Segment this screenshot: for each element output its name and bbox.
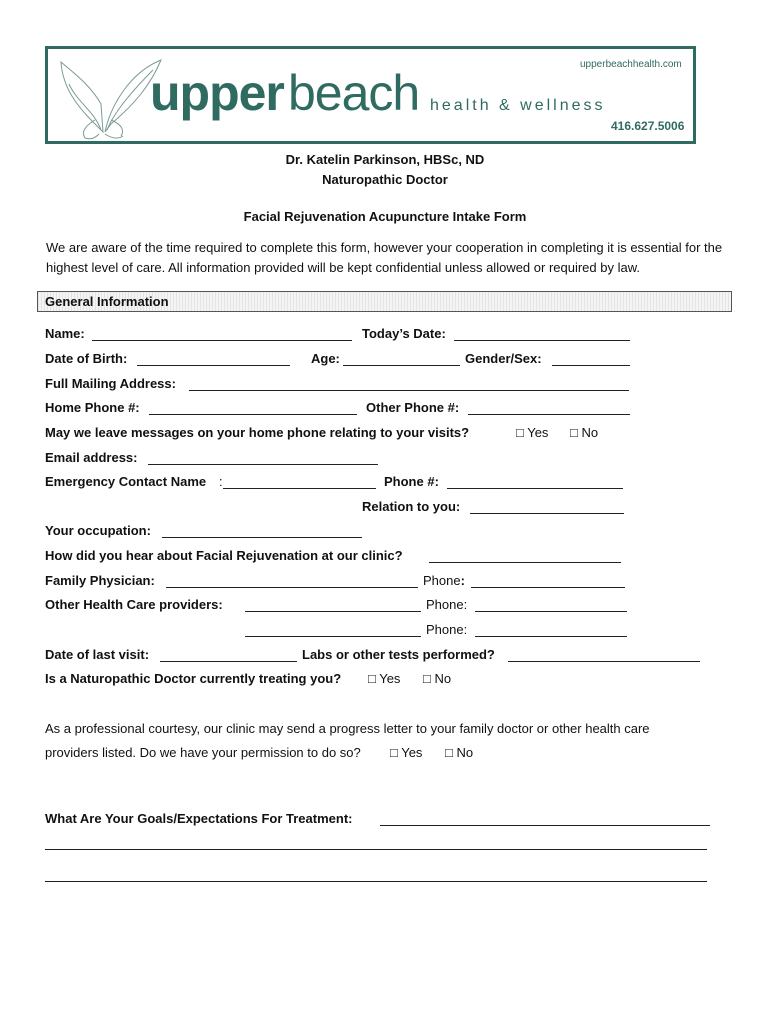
occupation-field[interactable] (162, 537, 362, 538)
occupation-label: Your occupation: (45, 523, 151, 538)
labs-label: Labs or other tests performed? (302, 647, 495, 662)
family-physician-field[interactable] (166, 587, 418, 588)
butterfly-logo-icon (55, 54, 165, 140)
leave-messages-label: May we leave messages on your home phone relating to your visits? (45, 425, 470, 440)
gender-field[interactable] (552, 365, 630, 366)
family-physician-phone-word: Phone (423, 573, 461, 588)
mailing-address-field[interactable] (189, 390, 629, 391)
other-provider-1-phone-field[interactable] (475, 611, 627, 612)
family-physician-label: Family Physician: (45, 573, 155, 588)
referral-source-field[interactable] (429, 562, 621, 563)
mailing-address-label: Full Mailing Address: (45, 376, 176, 391)
emergency-contact-colon: : (219, 474, 223, 489)
emergency-phone-label: Phone #: (384, 474, 439, 489)
home-phone-field[interactable] (149, 414, 357, 415)
other-phone-label: Other Phone #: (366, 400, 460, 415)
home-phone-label: Home Phone #: (45, 400, 140, 415)
leave-messages-yes-checkbox[interactable]: □ Yes (516, 425, 549, 440)
doctor-name: Dr. Katelin Parkinson, HBSc, ND (285, 152, 485, 167)
courtesy-no-checkbox[interactable]: □ No (445, 745, 474, 760)
last-visit-label: Date of last visit: (45, 647, 150, 662)
referral-source-label: How did you hear about Facial Rejuvenation at our clinic? (45, 548, 403, 563)
last-visit-field[interactable] (160, 661, 297, 662)
leave-messages-no-checkbox[interactable]: □ No (570, 425, 599, 440)
dob-label: Date of Birth: (45, 351, 128, 366)
family-physician-phone-label (423, 573, 465, 588)
relation-field[interactable] (470, 513, 624, 514)
goals-field-line-2[interactable] (45, 849, 707, 850)
other-phone-field[interactable] (468, 414, 630, 415)
other-provider-1-field[interactable] (245, 611, 421, 612)
goals-label: What Are Your Goals/Expectations For Treatment: (45, 811, 353, 826)
gender-label: Gender/Sex: (465, 351, 542, 366)
labs-field[interactable] (508, 661, 700, 662)
relation-label: Relation to you: (362, 499, 461, 514)
brand-wordmark-upper: upper (150, 65, 284, 121)
todays-date-field[interactable] (454, 340, 630, 341)
email-field[interactable] (148, 464, 378, 465)
name-label: Name: (45, 326, 85, 341)
courtesy-yes-checkbox[interactable]: □ Yes (390, 745, 423, 760)
nd-treating-yes-checkbox[interactable]: □ Yes (368, 671, 401, 686)
emergency-phone-field[interactable] (447, 488, 623, 489)
dob-field[interactable] (137, 365, 290, 366)
brand-url: upperbeachhealth.com (580, 59, 682, 70)
todays-date-label: Today’s Date: (362, 326, 446, 341)
family-physician-phone-field[interactable] (471, 587, 625, 588)
other-provider-2-field[interactable] (245, 636, 421, 637)
family-physician-phone-colon: : (460, 573, 465, 588)
brand-wordmark-beach: beach (288, 65, 420, 121)
doctor-title: Naturopathic Doctor (322, 172, 448, 187)
brand-phone: 416.627.5006 (611, 119, 685, 133)
email-label: Email address: (45, 450, 138, 465)
nd-treating-label: Is a Naturopathic Doctor currently treating you? (45, 671, 342, 686)
form-title: Facial Rejuvenation Acupuncture Intake Form (243, 209, 527, 224)
emergency-contact-field[interactable] (223, 488, 376, 489)
other-provider-2-phone-label: Phone: (426, 622, 468, 637)
intro-paragraph: We are aware of the time required to complete this form, however your cooperation in completing it is essential for the highest level of care. All information provided will be kept confidential unless allowed or required by law. (46, 240, 723, 275)
section-header-label: General Information (45, 294, 169, 309)
goals-field-line-3[interactable] (45, 881, 707, 882)
age-field[interactable] (343, 365, 460, 366)
other-providers-label: Other Health Care providers: (45, 597, 223, 612)
brand-tagline: health & wellness (430, 97, 606, 114)
other-provider-2-phone-field[interactable] (475, 636, 627, 637)
goals-field-line-1[interactable] (380, 825, 710, 826)
age-label: Age: (311, 351, 340, 366)
other-provider-1-phone-label: Phone: (426, 597, 468, 612)
nd-treating-no-checkbox[interactable]: □ No (423, 671, 452, 686)
emergency-contact-label: Emergency Contact Name (45, 474, 207, 489)
courtesy-text-line-1: As a professional courtesy, our clinic may send a progress letter to your family doctor or other health care (45, 721, 650, 736)
courtesy-text-line-2: providers listed. Do we have your permission to do so? (45, 745, 361, 760)
name-field[interactable] (92, 340, 352, 341)
